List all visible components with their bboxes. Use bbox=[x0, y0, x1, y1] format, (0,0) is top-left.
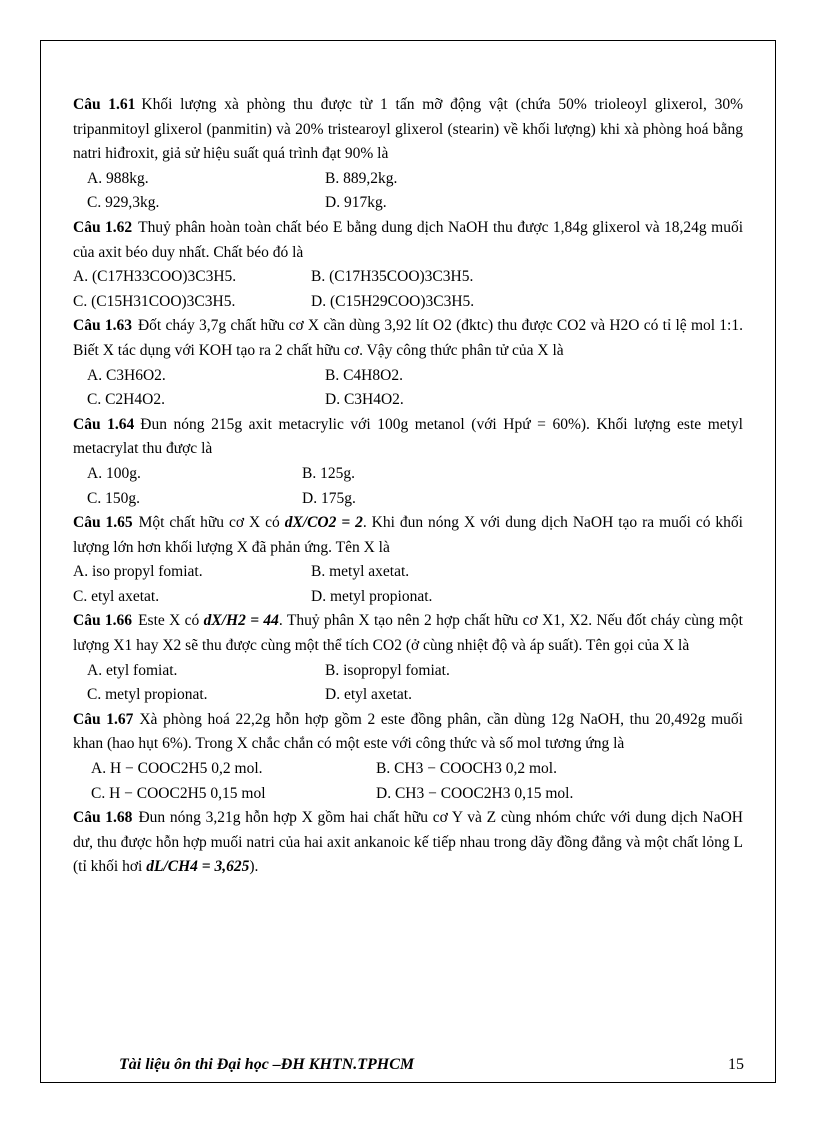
question-1-62 bbox=[73, 216, 743, 265]
question-text: Đun nóng 215g axit metacrylic với 100g metanol (với Hpứ = 60%). Khối lượng este metyl metacrylat thu được là bbox=[73, 415, 743, 458]
option-d: D. 917kg. bbox=[325, 194, 387, 212]
question-text: Este X có bbox=[138, 612, 200, 630]
question-label: Câu 1.66 bbox=[73, 612, 133, 630]
question-text-cont: ). bbox=[249, 858, 259, 876]
question-text: Đốt cháy 3,7g chất hữu cơ X cần dùng 3,92 lít O2 (đktc) thu được CO2 và H2O có tỉ lệ mol 1:1. Biết X tác dụng với KOH tạo ra 2 chất hữu cơ. Vậy công thức phân tử của X là bbox=[73, 317, 743, 359]
option-b: B. C4H8O2. bbox=[325, 366, 403, 384]
question-1-66 bbox=[73, 609, 743, 658]
option-b: B. 889,2kg. bbox=[325, 169, 398, 187]
question-label: Câu 1.65 bbox=[73, 514, 133, 532]
question-label: Câu 1.68 bbox=[73, 809, 133, 827]
option-a: A. C3H6O2. bbox=[87, 366, 166, 384]
question-text: Xà phòng hoá 22,2g hỗn hợp gồm 2 este đồng phân, cần dùng 12g NaOH, thu 20,492g muối khan (hao hụt 6%). Trong X chắc chắn có một este với công thức và số mol tương ứng là bbox=[73, 710, 743, 753]
question-label: Câu 1.62 bbox=[73, 218, 133, 236]
option-c: C. C2H4O2. bbox=[87, 391, 165, 409]
question-1-63 bbox=[73, 314, 743, 363]
option-a: A. H − COOC2H5 0,2 mol. bbox=[91, 760, 263, 778]
option-b: B. 125g. bbox=[302, 464, 355, 482]
option-c: C. H − COOC2H5 0,15 mol bbox=[91, 784, 266, 802]
question-list bbox=[73, 93, 743, 880]
options-1-64 bbox=[73, 462, 743, 511]
option-d: D. 175g. bbox=[302, 489, 356, 507]
options-1-66 bbox=[73, 659, 743, 708]
question-text-cont: . Thuỷ phân X tạo nên 2 hợp chất hữu cơ X1, X2. Nếu đốt cháy cùng một lượng X1 hay X2 sẽ thu được cùng một thể tích CO2 (ở cùng nhiệt độ và áp suất). Tên gọi của X là bbox=[73, 612, 743, 655]
question-text: Khối lượng xà phòng thu được từ 1 tấn mỡ động vật (chứa 50% trioleoyl glixerol, 30% tripanmitoyl glixerol (panmitin) và 20% tristearoyl glixerol (stearin) về khối lượng) khi xà phòng hoá bằng natri hiđroxit, giả sử hiệu suất quá trình đạt 90% là bbox=[73, 96, 743, 163]
options-1-61 bbox=[73, 167, 743, 216]
option-b: B. isopropyl fomiat. bbox=[325, 661, 450, 679]
density-formula: dX/H2 = 44 bbox=[203, 612, 279, 630]
question-label: Câu 1.61 bbox=[73, 96, 136, 113]
option-b: B. (C17H35COO)3C3H5. bbox=[311, 268, 474, 286]
question-text-cont: . Khi đun nóng X với dung dịch NaOH tạo ra muối có khối lượng lớn hơn khối lượng X đã phản ứng. Tên X là bbox=[73, 514, 743, 556]
option-b: B. metyl axetat. bbox=[311, 563, 410, 581]
options-1-63 bbox=[73, 364, 743, 413]
option-d: D. (C15H29COO)3C3H5. bbox=[311, 292, 475, 310]
question-1-65 bbox=[73, 511, 743, 560]
option-c: C. metyl propionat. bbox=[87, 686, 208, 704]
option-a: A. 988kg. bbox=[87, 169, 149, 187]
option-a: A. 100g. bbox=[87, 464, 141, 482]
option-a: A. etyl fomiat. bbox=[87, 661, 178, 679]
option-b: B. CH3 − COOCH3 0,2 mol. bbox=[376, 760, 557, 778]
option-d: D. metyl propionat. bbox=[311, 587, 433, 605]
question-1-67 bbox=[73, 708, 743, 757]
question-label: Câu 1.67 bbox=[73, 710, 134, 728]
question-text: Đun nóng 3,21g hỗn hợp X gồm hai chất hữu cơ Y và Z cùng nhóm chức với dung dịch NaOH dư, thu được hỗn hợp muối natri của hai axit ankanoic kế tiếp nhau trong dãy đồng đẳng và một chất lỏng L (tỉ khối hơi bbox=[73, 809, 743, 876]
question-label: Câu 1.64 bbox=[73, 415, 135, 433]
option-d: D. etyl axetat. bbox=[325, 686, 412, 704]
question-1-61 bbox=[73, 93, 743, 167]
option-c: C. etyl axetat. bbox=[73, 587, 160, 605]
density-formula: dX/CO2 = 2 bbox=[284, 514, 363, 532]
option-c: C. 150g. bbox=[87, 489, 140, 507]
page-number: 15 bbox=[728, 1056, 744, 1073]
options-1-67 bbox=[73, 757, 743, 806]
option-c: C. 929,3kg. bbox=[87, 194, 160, 212]
option-d: D. CH3 − COOC2H3 0,15 mol. bbox=[376, 784, 574, 802]
question-text: Một chất hữu cơ X có bbox=[138, 514, 280, 532]
option-c: C. (C15H31COO)3C3H5. bbox=[73, 292, 236, 310]
option-d: D. C3H4O2. bbox=[325, 391, 404, 409]
question-label: Câu 1.63 bbox=[73, 317, 132, 335]
option-a: A. (C17H33COO)3C3H5. bbox=[73, 268, 237, 286]
footer-title: Tài liệu ôn thi Đại học –ĐH KHTN.TPHCM bbox=[119, 1056, 415, 1073]
question-1-64 bbox=[73, 413, 743, 462]
options-1-65 bbox=[73, 560, 743, 609]
question-1-68 bbox=[73, 806, 743, 880]
page-footer bbox=[119, 1056, 744, 1074]
option-a: A. iso propyl fomiat. bbox=[73, 563, 203, 581]
options-1-62 bbox=[73, 265, 743, 314]
density-formula: dL/CH4 = 3,625 bbox=[146, 858, 250, 876]
question-text: Thuỷ phân hoàn toàn chất béo E bằng dung dịch NaOH thu được 1,84g glixerol và 18,24g muối của axit béo duy nhất. Chất béo đó là bbox=[73, 218, 743, 261]
